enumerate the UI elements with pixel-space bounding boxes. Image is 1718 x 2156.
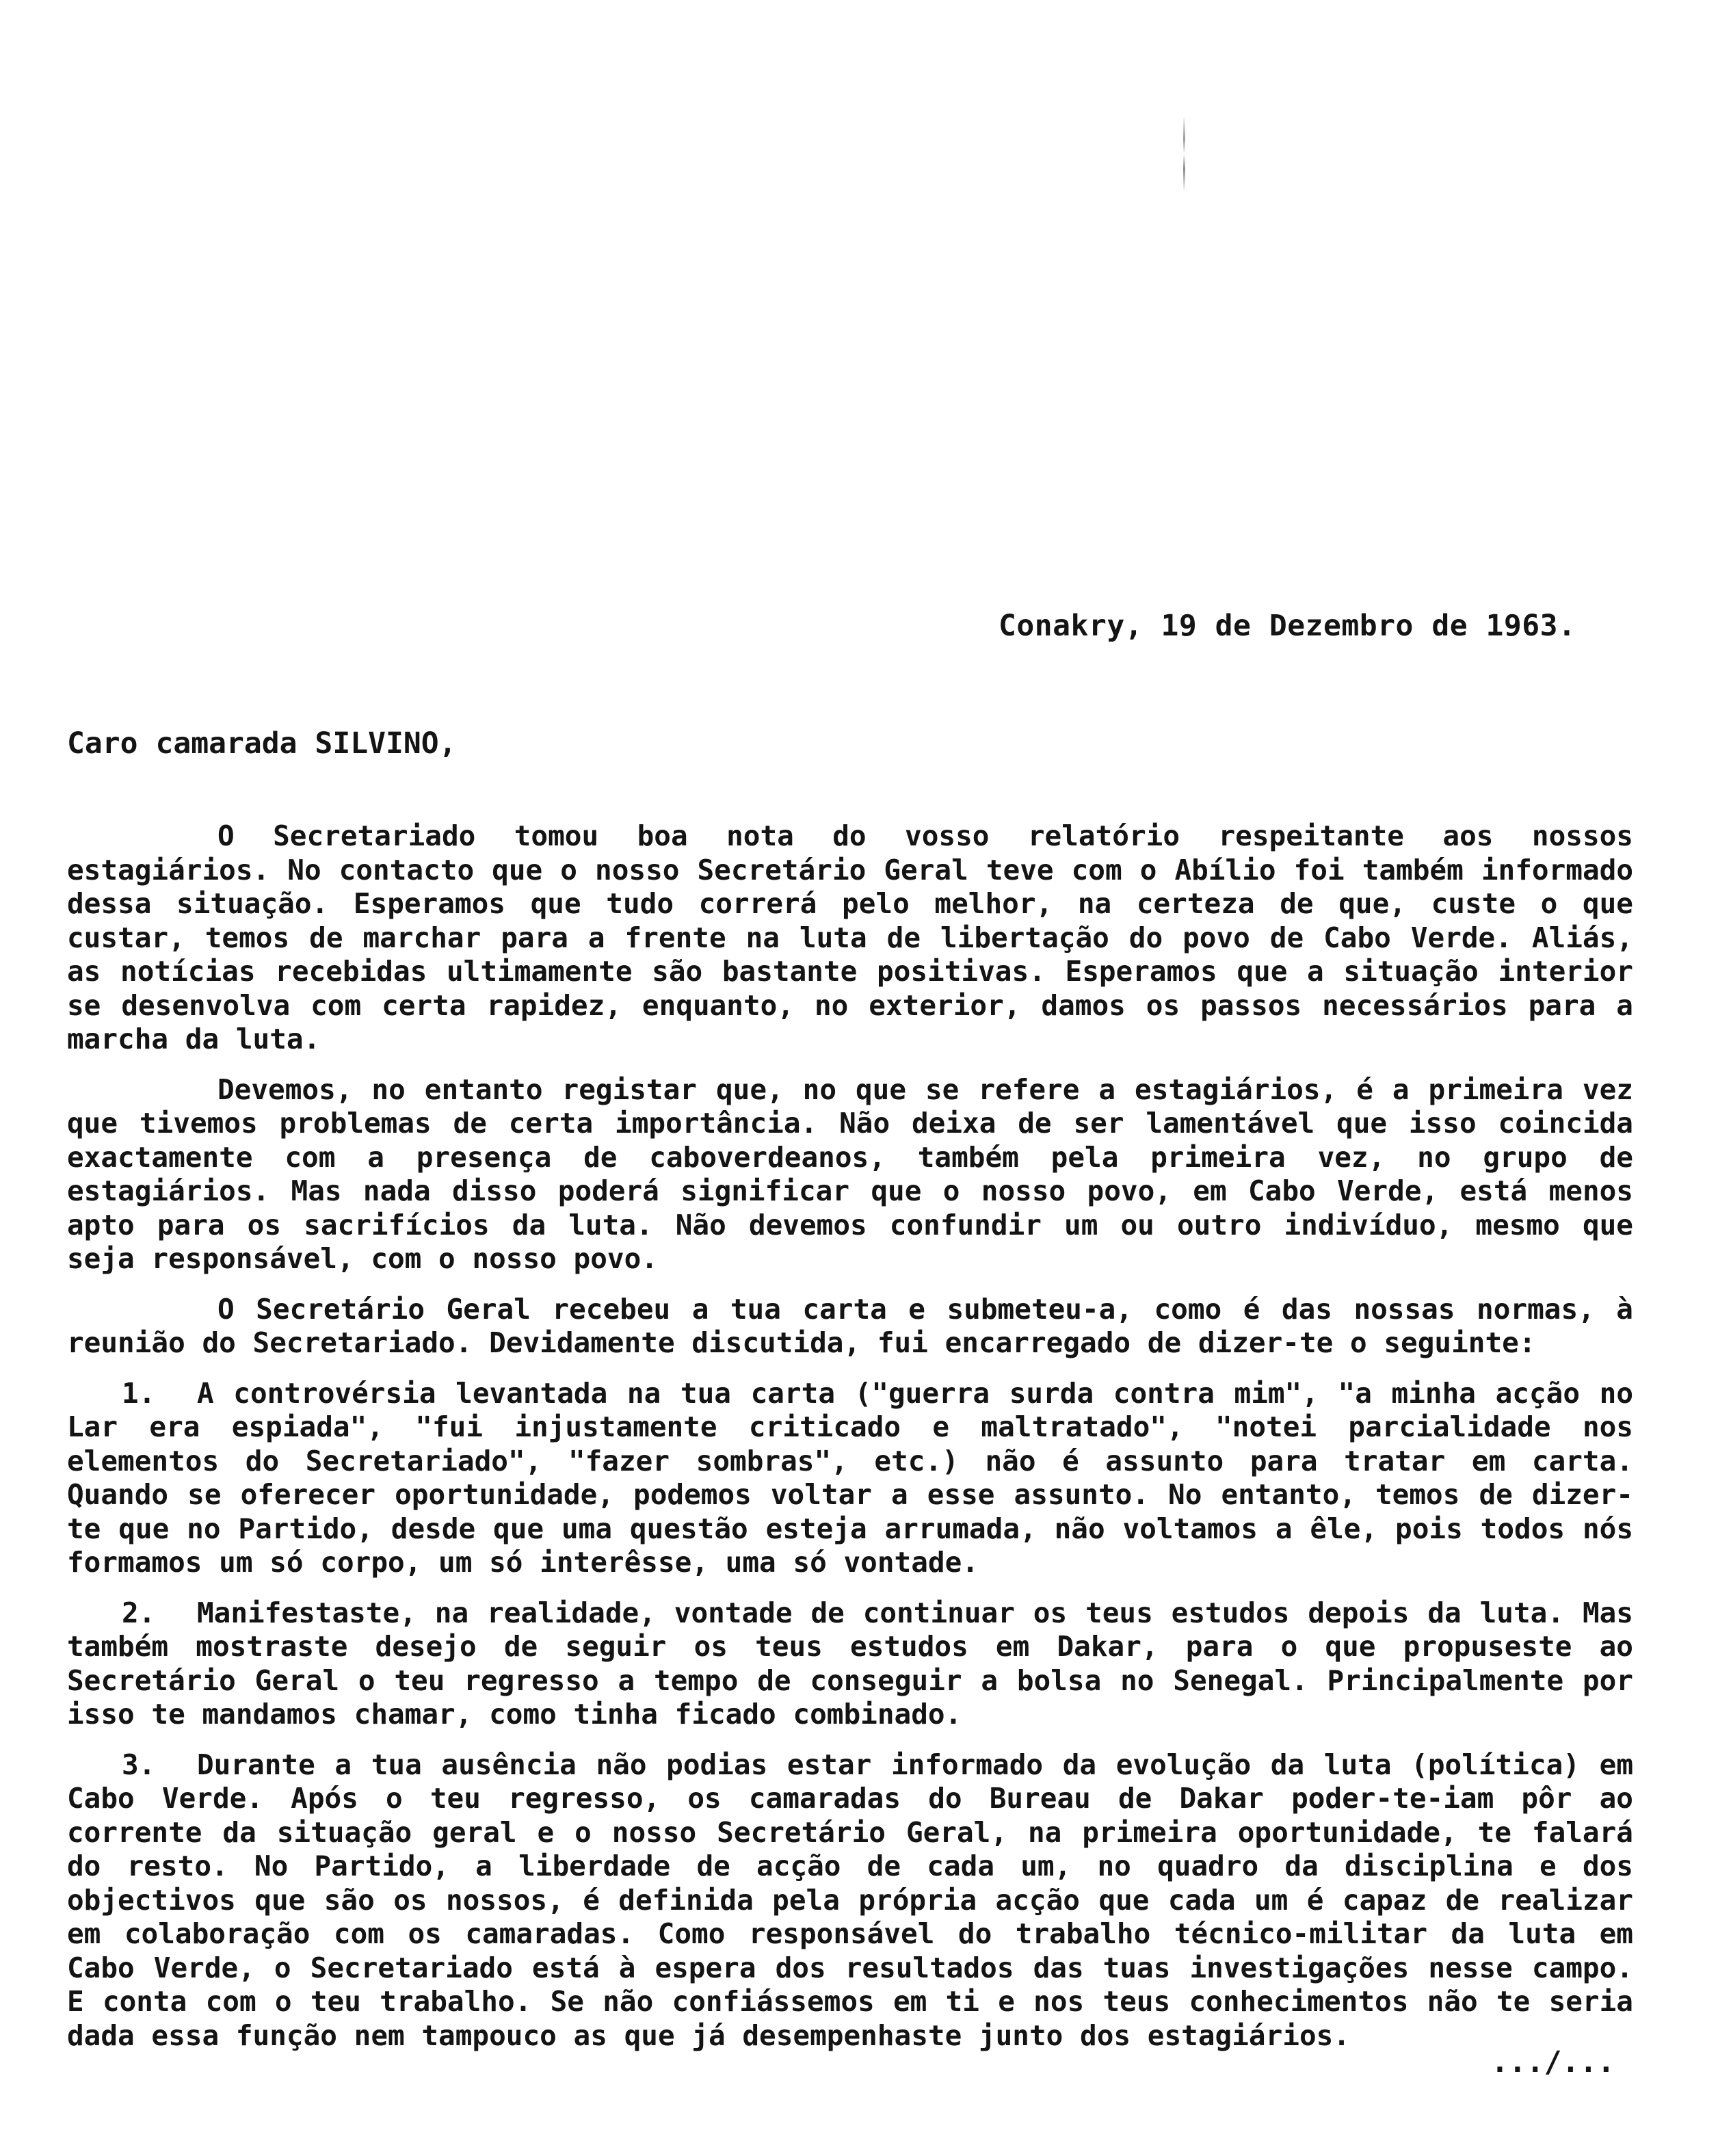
point-text: A controvérsia levantada na tua carta ("guerra surda contra mim", "a minha acção no Lar era espiada", "fui injustamente criticado e maltratado", "notei parcialidade nos elementos do Secretariado", "fazer sombras", etc.) não é assunto para tratar em carta. Quando se oferecer oportunidade, podemos voltar a esse assunto. No entanto, temos de dizer-te que no Partido, desde que uma questão esteja arrumada, não voltamos a êle, pois todos nós formamos um só corpo, um só interêsse, uma só vontade. [67, 1376, 1633, 1579]
point-number: 3. [122, 1748, 156, 1781]
point-text: Durante a tua ausência não podias estar informado da evolução da luta (política) em Cabo Verde. Após o teu regresso, os camaradas do Bureau de Dakar poder-te-iam pôr ao corrente da situação geral e o nosso Secretário Geral, na primeira oportunidade, te falará do resto. No Partido, a liberdade de acção de cada um, no quadro da disciplina e dos objectivos que são os nossos, é definida pela própria acção que cada um é capaz de realizar em colaboração com os camaradas. Como responsável do trabalho técnico-militar da luta em Cabo Verde, o Secretariado está à espera dos resultados das tuas investigações nesse campo. E conta com o teu trabalho. Se não confiássemos em ti e nos teus conhecimentos não te seria dada essa função nem tampouco as que já desempenhaste junto dos estagiários. [67, 1748, 1633, 2052]
paragraph-1: O Secretariado tomou boa nota do vosso relatório respeitante aos nossos estagiários. No contacto que o nosso Secretário Geral teve com o Abílio foi também informado dessa situação. Esperamos que tudo correrá pelo melhor, na certeza de que, custe o que custar, temos de marchar para a frente na luta de libertação do povo de Cabo Verde. Aliás, as notícias recebidas ultimamente são bastante positivas. Esperamos que a situação interior se desenvolva com certa rapidez, enquanto, no exterior, damos os passos necessários para a marcha da luta. [67, 819, 1633, 1055]
salutation: Caro camarada SILVINO, [67, 726, 457, 761]
numbered-point-3 [67, 1748, 1633, 2053]
numbered-point-1 [67, 1377, 1633, 1580]
numbered-point-2 [67, 1596, 1633, 1732]
point-text: Manifestaste, na realidade, vontade de continuar os teus estudos depois da luta. Mas também mostraste desejo de seguir os teus estudos em Dakar, para o que propuseste ao Secretário Geral o teu regresso a tempo de conseguir a bolsa no Senegal. Principalmente por isso te mandamos chamar, como tinha ficado combinado. [67, 1596, 1633, 1731]
margin-mark [1183, 116, 1185, 192]
paragraph-2: Devemos, no entanto registar que, no que se refere a estagiários, é a primeira vez que tivemos problemas de certa importância. Não deixa de ser lamentável que isso coincida exactamente com a presença de caboverdeanos, também pela primeira vez, no grupo de estagiários. Mas nada disso poderá significar que o nosso povo, em Cabo Verde, está menos apto para os sacrifícios da luta. Não devemos confundir um ou outro indivíduo, mesmo que seja responsável, com o nosso povo. [67, 1073, 1633, 1275]
paragraph-3: O Secretário Geral recebeu a tua carta e submeteu-a, como é das nossas normas, à reunião do Secretariado. Devidamente discutida, fui encarregado de dizer-te o seguinte: [67, 1292, 1633, 1359]
point-number: 2. [122, 1596, 156, 1629]
continuation-mark: .../... [1491, 2045, 1615, 2079]
point-number: 1. [122, 1376, 156, 1410]
letter-body [67, 819, 1633, 2069]
letter-date: Conakry, 19 de Dezembro de 1963. [999, 609, 1576, 643]
